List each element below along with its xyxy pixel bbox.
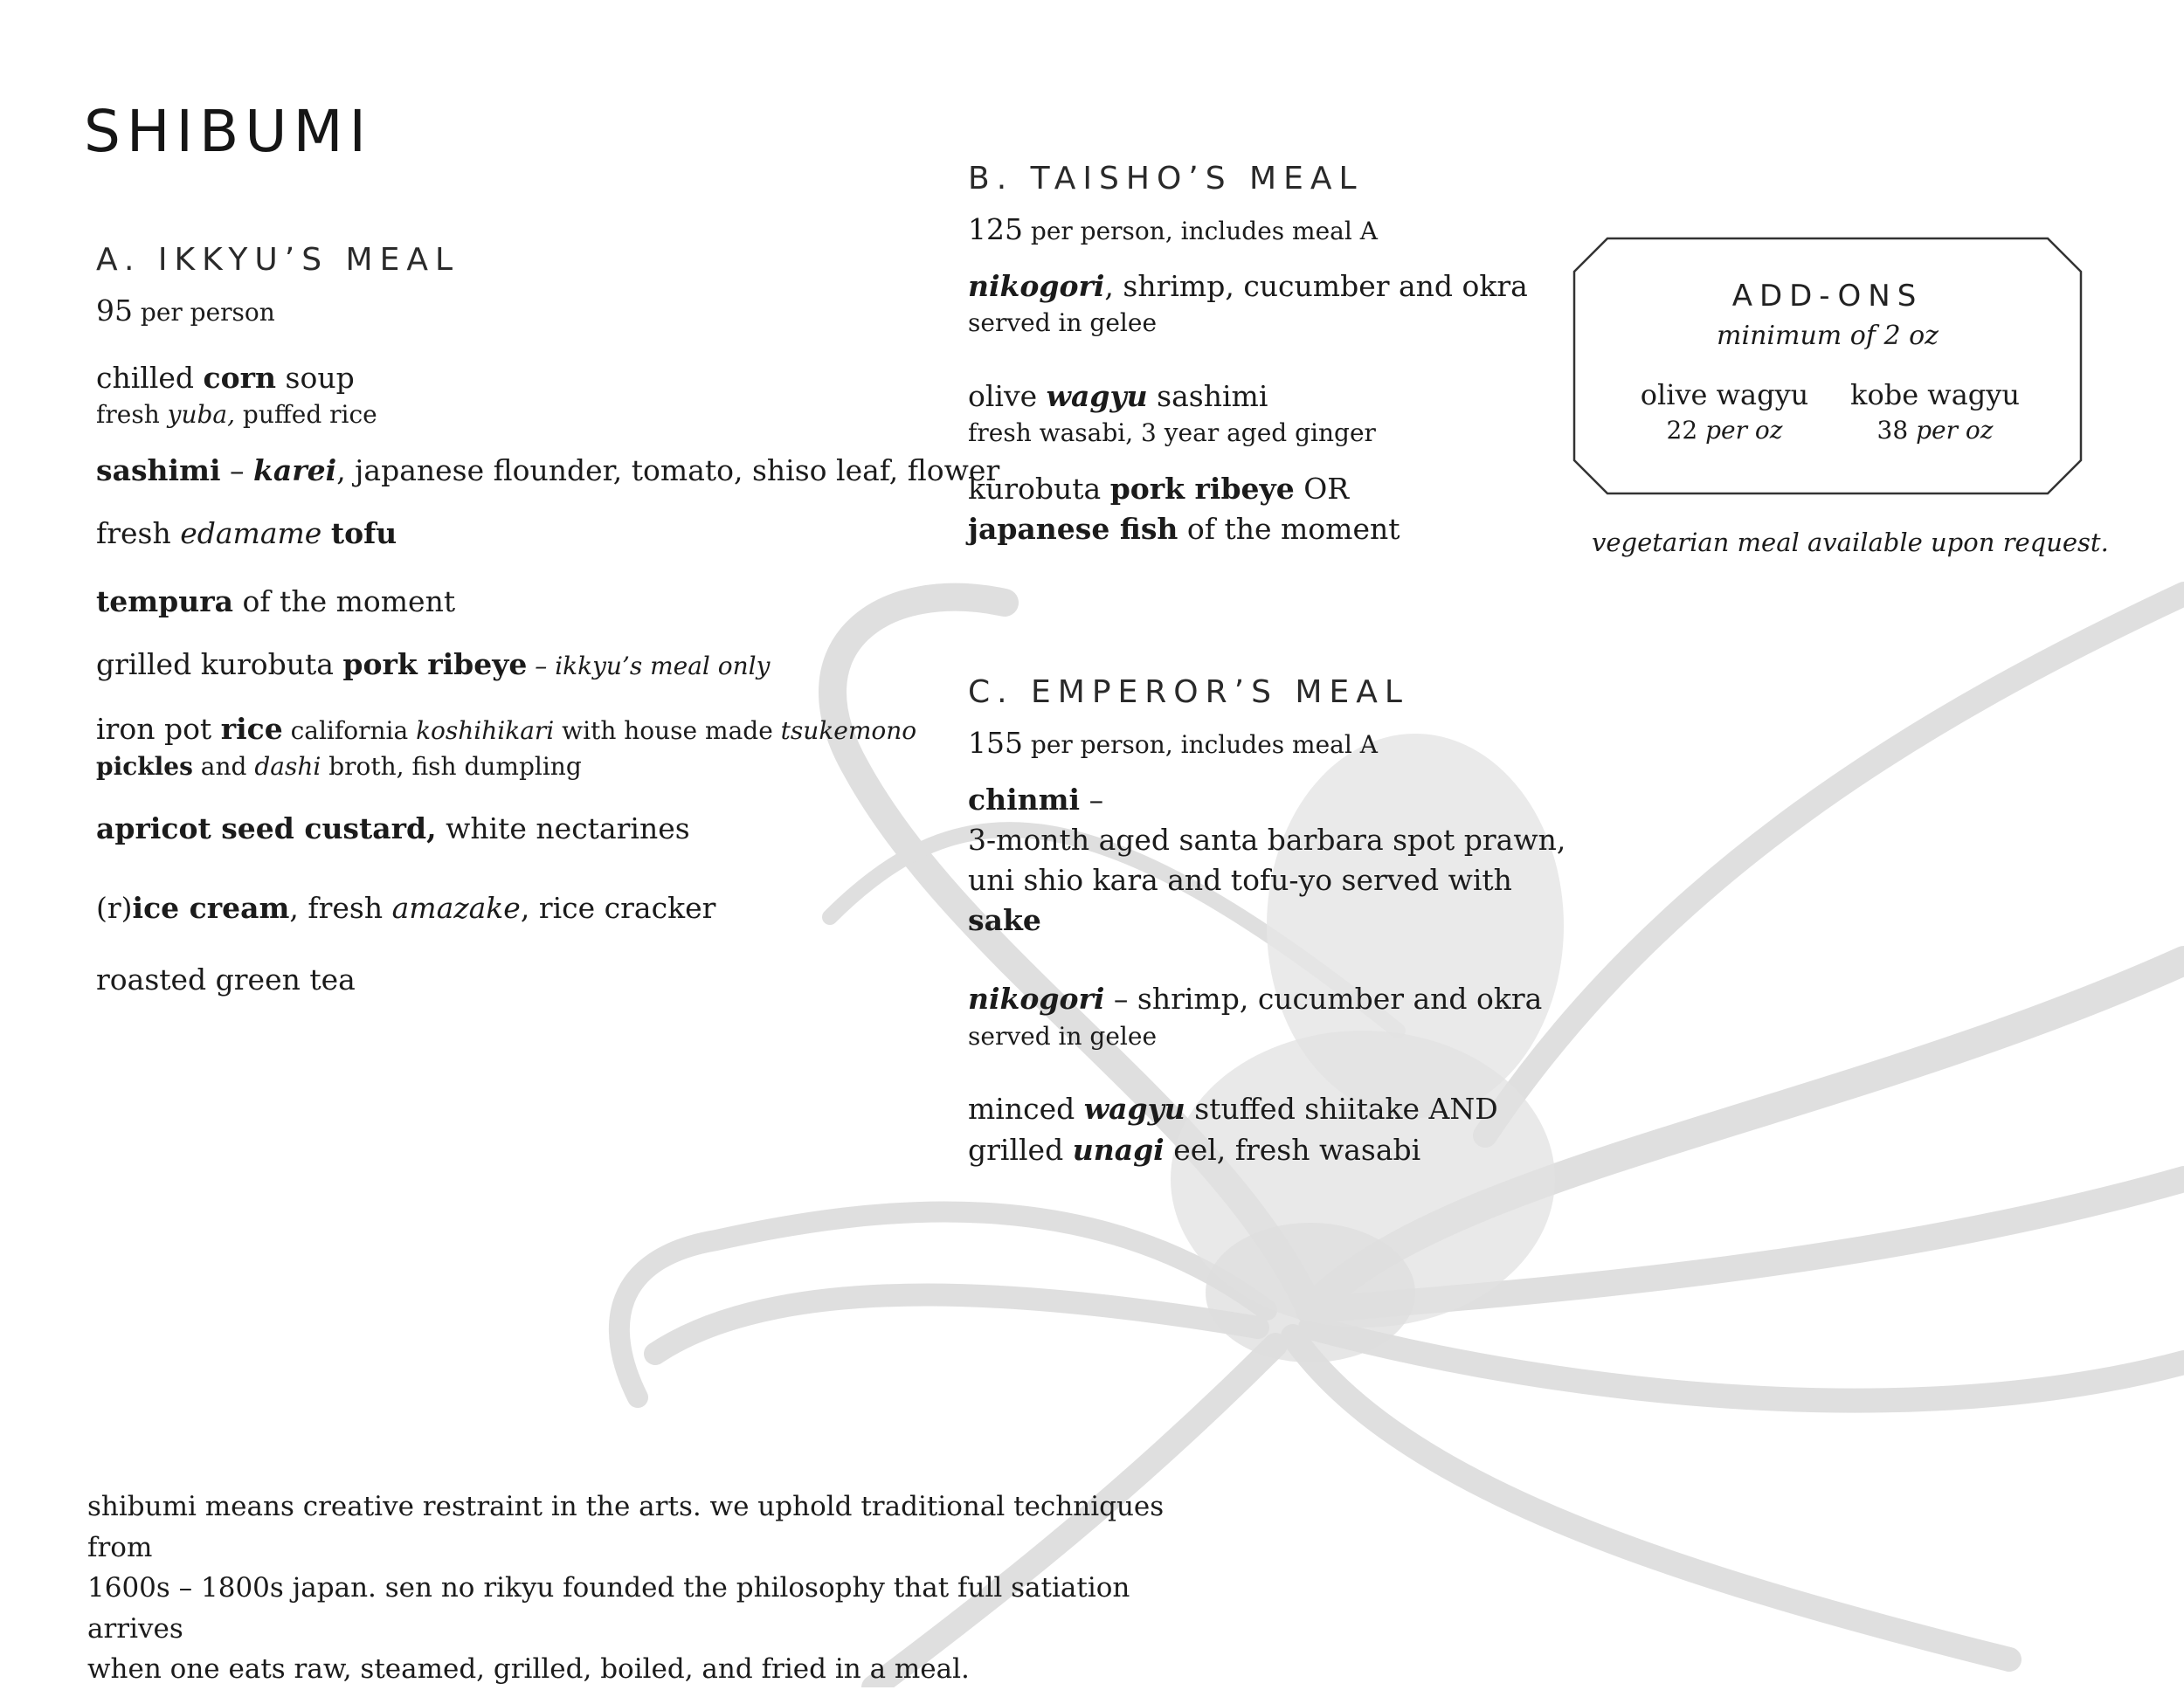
menu-item bbox=[96, 709, 999, 783]
menu-text: of the moment bbox=[233, 583, 456, 618]
menu-item-line bbox=[968, 820, 1565, 860]
menu-text: edamame bbox=[180, 515, 322, 550]
meal-c-items bbox=[968, 780, 1565, 1170]
menu-text: roasted green tea bbox=[96, 962, 356, 997]
footer-line-1: shibumi means creative restraint in the arts. we uphold traditional techniques from bbox=[87, 1491, 1165, 1563]
addon-kobe-wagyu bbox=[1839, 376, 2031, 447]
menu-text: – bbox=[1080, 782, 1104, 817]
menu-text: , shrimp, cucumber and okra bbox=[1104, 268, 1528, 303]
menu-text: served in gelee bbox=[968, 1021, 1158, 1051]
addon-unit: per oz bbox=[1916, 416, 1994, 445]
menu-item-line bbox=[96, 888, 999, 928]
brand-logo: SHIBUMI bbox=[84, 98, 372, 165]
menu-item bbox=[968, 376, 1528, 450]
menu-text: white nectarines bbox=[436, 811, 690, 846]
meal-b-price bbox=[968, 212, 1528, 247]
menu-text: tofu bbox=[330, 515, 397, 550]
menu-item bbox=[96, 514, 999, 554]
menu-text: california bbox=[282, 716, 417, 746]
menu-item bbox=[96, 960, 999, 1000]
menu-item-line bbox=[968, 469, 1528, 509]
menu-text: apricot seed custard, bbox=[96, 811, 437, 846]
menu-text: , japanese flounder, tomato, shiso leaf, flower bbox=[336, 452, 1000, 487]
meal-b-section bbox=[968, 163, 1528, 549]
menu-item-detail bbox=[968, 417, 1528, 450]
menu-item bbox=[96, 645, 999, 685]
menu-item-line bbox=[968, 1089, 1565, 1129]
menu-text: chilled bbox=[96, 360, 204, 395]
addon-olive-wagyu bbox=[1628, 376, 1821, 447]
menu-text: served in gelee bbox=[968, 307, 1158, 337]
meal-c-price-value: 155 bbox=[968, 726, 1023, 760]
menu-item-line bbox=[96, 645, 999, 685]
menu-text: soup bbox=[276, 360, 355, 395]
menu-text: uni shio kara and tofu-yo served with bbox=[968, 862, 1512, 897]
menu-text: koshihikari bbox=[416, 716, 555, 746]
menu-text: corn bbox=[203, 360, 277, 395]
menu-item-detail bbox=[968, 307, 1528, 340]
addon-price: 22 bbox=[1666, 416, 1698, 445]
footer-line-3: when one eats raw, steamed, grilled, boiled, and fried in a meal. bbox=[87, 1653, 970, 1685]
meal-a-items bbox=[96, 358, 999, 1000]
menu-text: nikogori bbox=[968, 268, 1105, 303]
menu-text: rice bbox=[220, 712, 283, 747]
menu-text: yuba, bbox=[167, 399, 235, 429]
menu-text: karei bbox=[253, 452, 337, 487]
addons-border bbox=[1572, 237, 2083, 495]
menu-text: grilled kurobuta bbox=[96, 647, 343, 682]
menu-text: tsukemono bbox=[780, 716, 917, 746]
menu-item-line bbox=[96, 514, 999, 554]
menu-item bbox=[968, 979, 1565, 1052]
meal-b-price-value: 125 bbox=[968, 212, 1023, 246]
menu-text: broth, fish dumpling bbox=[321, 751, 582, 781]
addons-box bbox=[1572, 237, 2083, 495]
meal-b-items bbox=[968, 266, 1528, 549]
menu-text: – ikkyu’s meal only bbox=[527, 652, 771, 681]
menu-text: nikogori bbox=[968, 982, 1105, 1017]
menu-text: ice cream bbox=[132, 890, 290, 925]
menu-text: fresh bbox=[96, 399, 168, 429]
addons-title: ADD-ONS bbox=[1731, 279, 1924, 314]
menu-item-detail bbox=[96, 398, 999, 431]
meal-a-section bbox=[96, 242, 1000, 1000]
menu-item bbox=[96, 809, 999, 849]
menu-item bbox=[968, 469, 1528, 549]
menu-item-line bbox=[968, 266, 1528, 307]
meal-b-price-text: per person, includes meal A bbox=[1023, 217, 1378, 245]
menu-item-line bbox=[968, 376, 1528, 417]
menu-text: grilled bbox=[968, 1132, 1073, 1167]
footer-line-2: 1600s – 1800s japan. sen no rikyu founded the philosophy that full satiation arrives bbox=[87, 1572, 1130, 1645]
menu-text: olive bbox=[968, 378, 1047, 413]
menu-item-line bbox=[96, 451, 999, 491]
menu-item-line bbox=[968, 860, 1565, 900]
menu-text: , fresh bbox=[289, 890, 392, 925]
menu-text: chinmi bbox=[968, 782, 1081, 817]
menu-text: fresh bbox=[96, 515, 181, 550]
meal-b-title: B. TAISHO’S MEAL bbox=[968, 161, 1364, 197]
menu-item-line bbox=[96, 582, 999, 622]
menu-item bbox=[968, 266, 1528, 340]
menu-text: – bbox=[220, 452, 254, 487]
menu-text: pickles bbox=[96, 751, 193, 781]
menu-text: wagyu bbox=[1083, 1092, 1185, 1127]
menu-item-line bbox=[96, 358, 999, 398]
menu-text: – shrimp, cucumber and okra bbox=[1104, 982, 1543, 1017]
menu-item bbox=[968, 1089, 1565, 1169]
menu-text: OR bbox=[1294, 471, 1350, 506]
menu-item bbox=[968, 780, 1565, 942]
menu-text: sashimi bbox=[1147, 378, 1268, 413]
menu-text: stuffed shiitake AND bbox=[1185, 1092, 1498, 1127]
menu-text: pork ribeye bbox=[1109, 471, 1295, 506]
addon-name: olive wagyu bbox=[1640, 378, 1809, 411]
menu-item-line bbox=[968, 900, 1565, 941]
addons-subtitle: minimum of 2 oz bbox=[1717, 321, 1939, 351]
menu-text: fresh wasabi, 3 year aged ginger bbox=[968, 417, 1376, 447]
menu-item bbox=[96, 358, 999, 431]
menu-text: of the moment bbox=[1178, 511, 1400, 546]
menu-text: sake bbox=[968, 903, 1041, 938]
meal-a-title: A. IKKYU’S MEAL bbox=[96, 242, 460, 278]
meal-a-price-text: per person bbox=[133, 298, 275, 327]
meal-a-price-value: 95 bbox=[96, 293, 133, 328]
menu-text: tempura bbox=[96, 583, 233, 618]
menu-text: dashi bbox=[254, 751, 321, 781]
menu-item-line bbox=[968, 780, 1565, 820]
addon-price: 38 bbox=[1876, 416, 1909, 445]
menu-text: , rice cracker bbox=[520, 890, 716, 925]
menu-text: (r) bbox=[96, 890, 133, 925]
menu-item-line bbox=[968, 509, 1528, 549]
meal-c-section bbox=[968, 674, 1566, 1170]
menu-item-line bbox=[968, 979, 1565, 1019]
menu-item-line bbox=[96, 709, 999, 749]
menu-text: iron pot bbox=[96, 712, 221, 747]
footer-philosophy bbox=[87, 1487, 1223, 1690]
menu-text: amazake bbox=[391, 890, 521, 925]
menu-item-line bbox=[96, 809, 999, 849]
menu-item-detail bbox=[96, 750, 999, 783]
menu-item bbox=[96, 888, 999, 928]
menu-text bbox=[321, 516, 331, 550]
menu-text: puffed rice bbox=[235, 399, 377, 429]
menu-text: with house made bbox=[554, 716, 781, 746]
menu-item-line bbox=[96, 960, 999, 1000]
menu-item-line bbox=[968, 1130, 1565, 1170]
addon-name: kobe wagyu bbox=[1850, 378, 2020, 411]
menu-text: 3-month aged santa barbara spot prawn, bbox=[968, 822, 1566, 857]
meal-c-price bbox=[968, 726, 1565, 761]
meal-a-price bbox=[96, 293, 999, 328]
meal-c-price-text: per person, includes meal A bbox=[1023, 730, 1378, 759]
menu-text: minced bbox=[968, 1092, 1084, 1127]
menu-text: unagi bbox=[1072, 1132, 1165, 1167]
menu-text: wagyu bbox=[1046, 378, 1148, 413]
menu-item-detail bbox=[968, 1020, 1565, 1053]
menu-text: and bbox=[192, 751, 255, 781]
menu-item bbox=[96, 451, 999, 491]
menu-text: sashimi bbox=[96, 452, 221, 487]
meal-c-title: C. EMPEROR’S MEAL bbox=[968, 674, 1409, 710]
menu-text: kurobuta bbox=[968, 471, 1110, 506]
menu-text: pork ribeye bbox=[342, 647, 528, 682]
vegetarian-note: vegetarian meal available upon request. bbox=[1592, 528, 2109, 557]
menu-text: eel, fresh wasabi bbox=[1164, 1132, 1421, 1167]
menu-item bbox=[96, 582, 999, 622]
addon-unit: per oz bbox=[1705, 416, 1783, 445]
menu-text: japanese fish bbox=[968, 511, 1178, 546]
